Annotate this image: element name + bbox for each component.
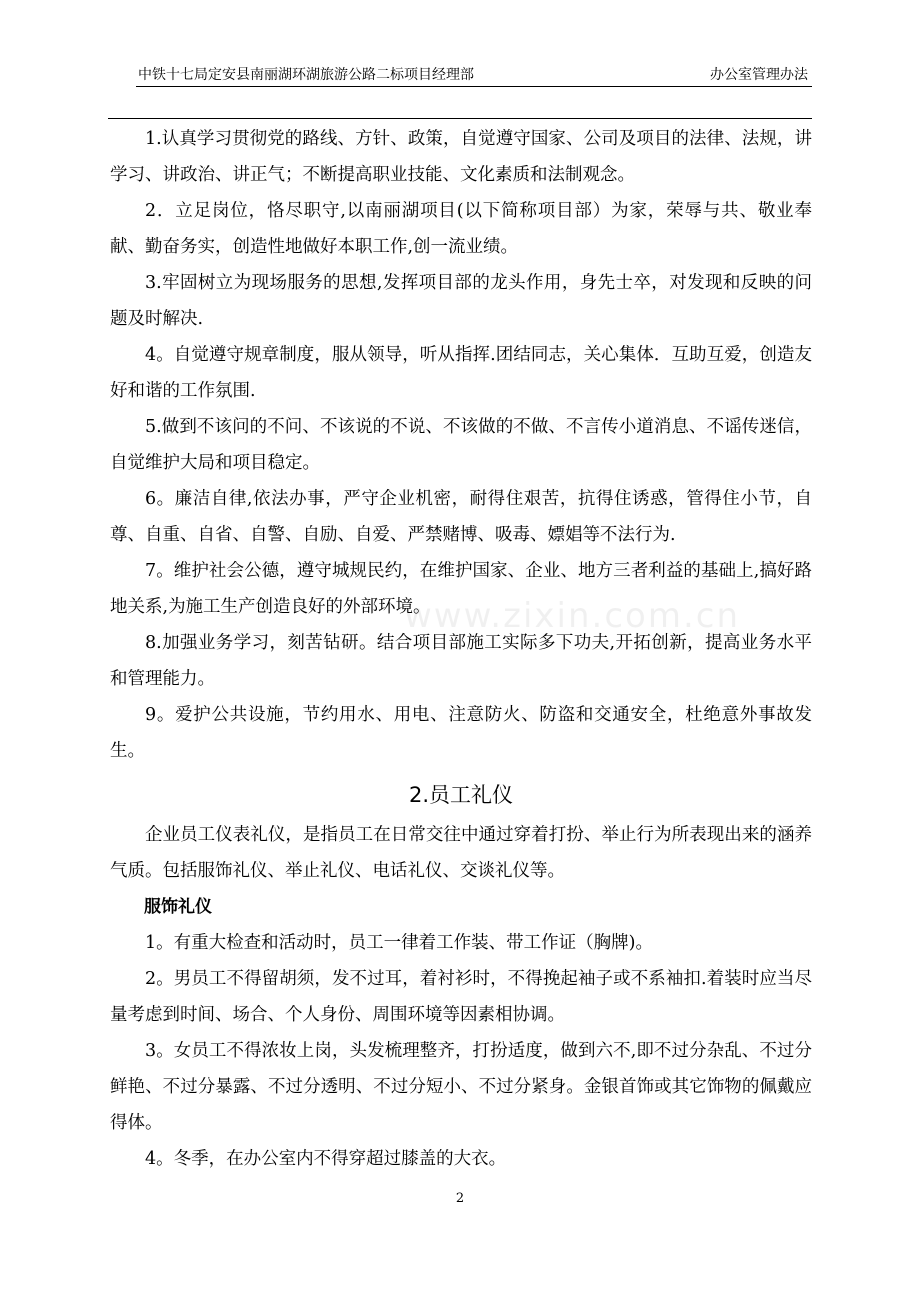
paragraph: 4。自觉遵守规章制度，服从领导，听从指挥.团结同志，关心集体．互助互爱，创造友好和谐的工作氛围. [110,345,812,401]
paragraph: 3。女员工不得浓妆上岗，头发梳理整齐，打扮适度，做到六不,即不过分杂乱、不过分鲜艳、不过分暴露、不过分透明、不过分短小、不过分紧身。金银首饰或其它饰物的佩戴应得体。 [110,1041,812,1133]
paragraph: 1。有重大检查和活动时，员工一律着工作装、带工作证（胸牌)。 [145,933,653,953]
paragraph: 7。维护社会公德，遵守城规民约，在维护国家、企业、地方三者利益的基础上,搞好路地关系,为施工生产创造良好的外部环境。 [110,561,812,617]
document-body [110,121,812,1177]
watermark: www.zixin.com.cn [404,596,740,636]
header-organization: 中铁十七局定安县南丽湖环湖旅游公路二标项目经理部 [138,67,474,83]
header-document-title: 办公室管理办法 [710,67,808,83]
paragraph: 2．立足岗位，恪尽职守,以南丽湖项目(以下简称项目部）为家，荣辱与共、敬业奉献、勤奋务实，创造性地做好本职工作,创一流业绩。 [110,201,812,257]
header-rule [136,86,812,87]
paragraph: 4。冬季，在办公室内不得穿超过膝盖的大衣。 [145,1149,507,1169]
paragraph: 1.认真学习贯彻党的路线、方针、政策，自觉遵守国家、公司及项目的法律、法规，讲学习、讲政治、讲正气；不断提高职业技能、文化素质和法制观念。 [110,129,812,185]
paragraph: 6。廉洁自律,依法办事，严守企业机密，耐得住艰苦，抗得住诱惑，管得住小节，自尊、自重、自省、自警、自励、自爱、严禁赌博、吸毒、嫖娼等不法行为. [110,489,812,545]
body-rule [108,118,812,119]
paragraph: 3.牢固树立为现场服务的思想,发挥项目部的龙头作用，身先士卒，对发现和反映的问题及时解决. [110,273,812,329]
section-intro: 企业员工仪表礼仪，是指员工在日常交往中通过穿着打扮、举止行为所表现出来的涵养气质。包括服饰礼仪、举止礼仪、电话礼仪、交谈礼仪等。 [110,825,812,881]
sub-title: 服饰礼仪 [144,897,212,917]
paragraph: 8.加强业务学习，刻苦钻研。结合项目部施工实际多下功夫,开拓创新，提高业务水平和管理能力。 [110,633,812,689]
paragraph: 5.做到不该问的不问、不该说的不说、不该做的不做、不言传小道消息、不谣传迷信，自觉维护大局和项目稳定。 [110,417,812,473]
section-title: 2.员工礼仪 [408,783,514,807]
paragraph: 9。爱护公共设施，节约用水、用电、注意防火、防盗和交通安全，杜绝意外事故发生。 [110,705,812,761]
page-number: 2 [455,1191,465,1206]
paragraph: 2。男员工不得留胡须，发不过耳，着衬衫时，不得挽起袖子或不系袖扣.着装时应当尽量考虑到时间、场合、个人身份、周围环境等因素相协调。 [110,969,812,1025]
